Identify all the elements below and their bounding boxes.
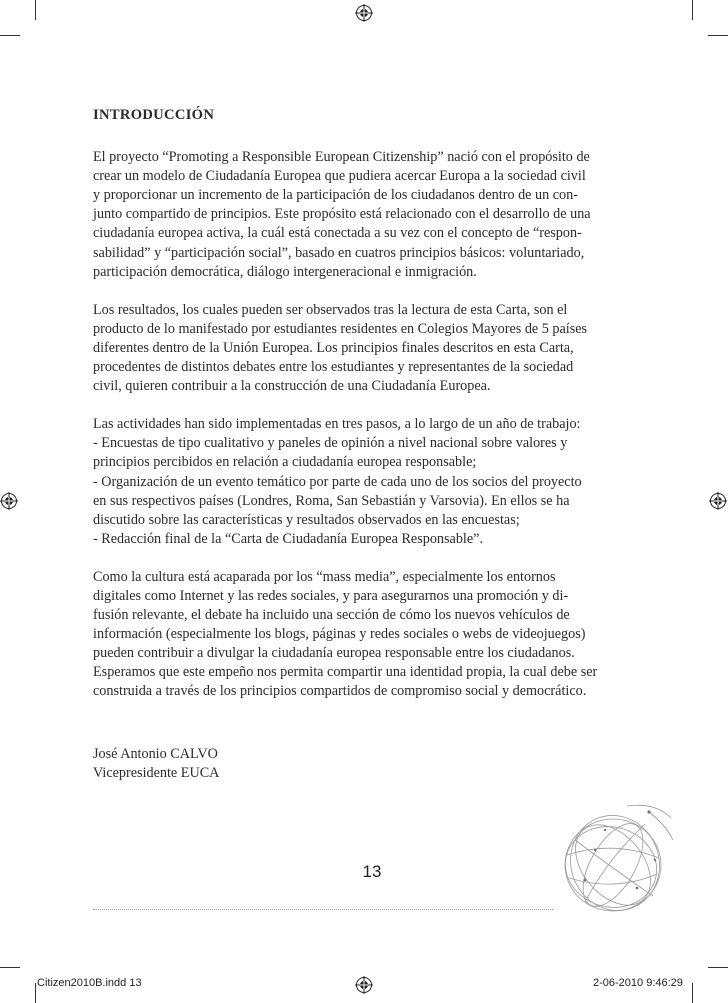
footer-dotted-rule [93,909,553,910]
signature-block [93,745,638,783]
text-line: procedentes de distintos debates entre los estudiantes y representantes de la sociedad [93,359,574,376]
text-line: civil, quieren contribuir a la construcción de una Ciudadanía Europea. [93,378,491,395]
paragraph-3 [93,415,638,549]
text-line: información (especialmente los blogs, páginas y redes sociales o webs de videojuegos) [93,626,586,643]
crop-mark-top-right [692,0,693,20]
text-line: Esperamos que este empeño nos permita compartir una identidad propia, la cual debe ser [93,664,598,681]
registration-mark-bottom-icon [355,976,373,994]
crop-mark-bottom-left-h [0,967,20,968]
text-line: - Encuestas de tipo cualitativo y paneles de opinión a nivel nacional sobre valores y [93,435,568,452]
globe-logo-icon [545,800,680,920]
crop-mark-top-right-h [708,35,728,36]
paragraph-4 [93,568,638,702]
text-line: digitales como Internet y las redes sociales, y para asegurarnos una promoción y di- [93,587,569,604]
crop-mark-top-left-h [0,35,20,36]
section-heading: INTRODUCCIÓN [93,107,215,123]
text-line: Como la cultura está acaparada por los “mass media”, especialmente los entornos [93,568,556,585]
text-line: fusión relevante, el debate ha incluido una sección de cómo los nuevos vehículos de [93,607,570,624]
page-number: 13 [362,862,382,881]
slug-timestamp: 2-06-2010 9:46:29 [593,977,683,989]
registration-mark-right-icon [709,492,727,510]
document-body [93,106,638,783]
text-line: y proporcionar un incremento de la participación de los ciudadanos dentro de un con- [93,187,578,204]
registration-mark-left-icon [0,492,18,510]
text-line: construida a través de los principios compartidos de compromiso social y democrático. [93,683,587,700]
text-line: discutido sobre las características y resultados observados en las encuestas; [93,511,520,528]
crop-mark-bottom-left [35,983,36,1003]
text-line: diferentes dentro de la Unión Europea. Los principios finales descritos en esta Carta, [93,339,574,356]
text-line: Los resultados, los cuales pueden ser observados tras la lectura de esta Carta, son el [93,301,568,318]
signature-name: José Antonio CALVO [93,745,218,762]
text-line: El proyecto “Promoting a Responsible European Citizenship” nació con el propósito de [93,149,590,166]
paragraph-2 [93,301,638,396]
text-line: Las actividades han sido implementadas en tres pasos, a lo largo de un año de trabajo: [93,416,581,433]
signature-role: Vicepresidente EUCA [93,764,220,781]
text-line: principios percibidos en relación a ciudadanía europea responsable; [93,454,477,471]
text-line: junto compartido de principios. Este propósito está relacionado con el desarrollo de una [93,206,591,223]
text-line: pueden contribuir a divulgar la ciudadanía europea responsable entre los ciudadanos. [93,645,575,662]
crop-mark-top-left [35,0,36,20]
text-line: sabilidad” y “participación social”, basado en cuatros principios básicos: voluntariado, [93,244,585,261]
registration-mark-top-icon [355,4,373,22]
text-line: ciudadanía europea activa, la cuál está conectada a su vez con el concepto de “respon- [93,225,582,242]
text-line: producto de lo manifestado por estudiantes residentes en Colegios Mayores de 5 países [93,320,588,337]
text-line: en sus respectivos países (Londres, Roma, San Sebastián y Varsovia). En ellos se ha [93,492,570,509]
crop-mark-bottom-right-h [708,967,728,968]
text-line: crear un modelo de Ciudadanía Europea que pudiera acercar Europa a la sociedad civil [93,168,586,185]
text-line: participación democrática, diálogo intergeneracional e inmigración. [93,263,477,280]
crop-mark-bottom-right [692,983,693,1003]
text-line: - Redacción final de la “Carta de Ciudadanía Europea Responsable”. [93,530,483,547]
text-line: - Organización de un evento temático por parte de cada uno de los socios del proyecto [93,473,582,490]
slug-filename: Citizen2010B.indd 13 [37,977,142,989]
paragraph-1 [93,148,638,282]
